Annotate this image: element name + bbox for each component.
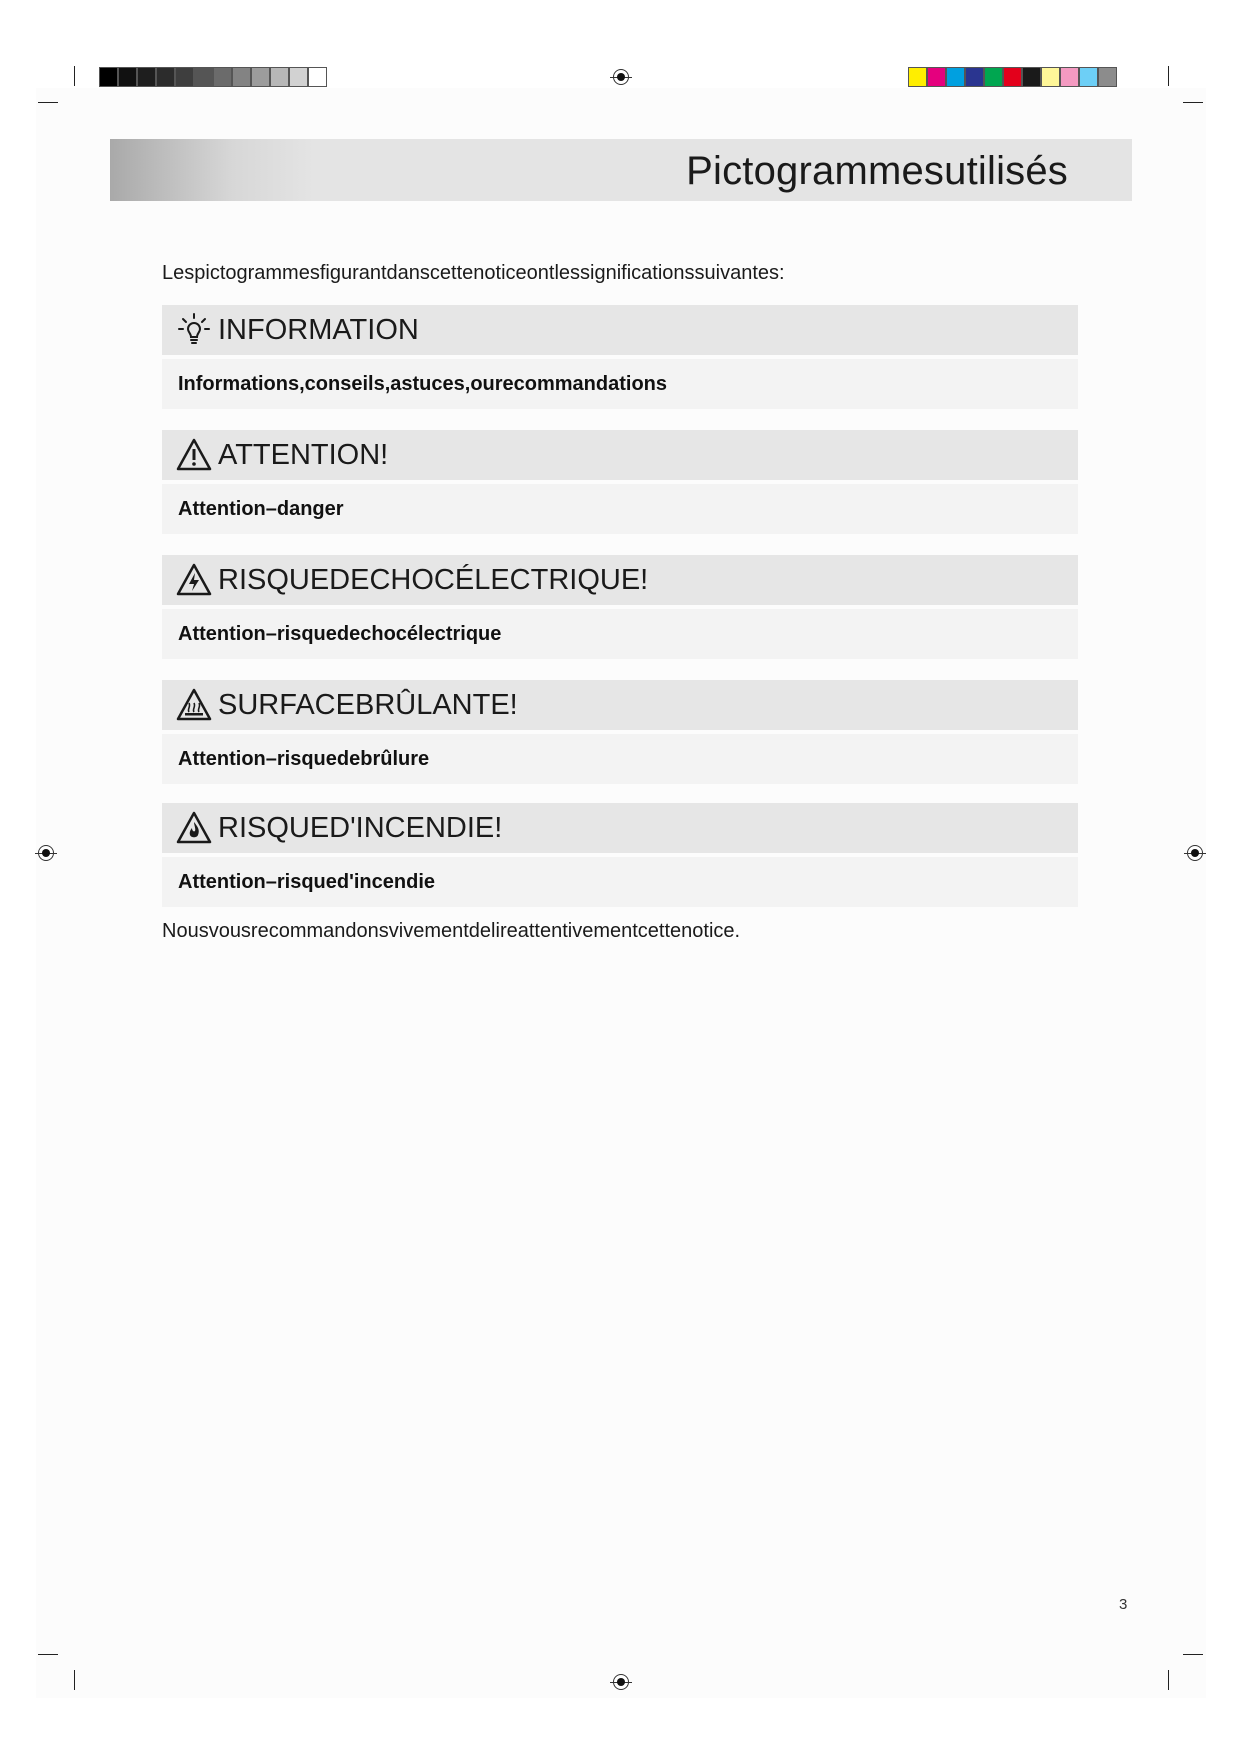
pictogram-attention — [162, 430, 1078, 534]
color-swatch — [965, 67, 984, 87]
registration-mark-top — [613, 69, 629, 85]
warning-triangle-icon — [176, 437, 212, 473]
pictogram-description — [162, 359, 1078, 409]
pictogram-text: Attention–risqued'incendie — [178, 870, 436, 893]
grey-swatch — [118, 67, 137, 87]
pictogram-description — [162, 484, 1078, 534]
registration-mark-left — [38, 845, 54, 861]
registration-mark-right — [1187, 845, 1203, 861]
grey-swatch — [156, 67, 175, 87]
grey-swatch — [194, 67, 213, 87]
pictogram-heading: RISQUED'INCENDIE! — [218, 811, 503, 844]
grey-swatch — [251, 67, 270, 87]
grey-swatch — [289, 67, 308, 87]
crop-mark — [38, 1654, 58, 1655]
crop-mark — [1183, 102, 1203, 103]
pictogram-text: Attention–risquedebrûlure — [178, 747, 430, 770]
outro-text: Nousvousrecommandonsvivementdelireattentivementcettenotice. — [162, 920, 741, 942]
pictogram-text: Attention–danger — [178, 497, 344, 520]
color-calibration-strip — [908, 67, 1117, 87]
intro-text: Lespictogrammesfigurantdanscettenoticeontlessignificationssuivantes: — [162, 262, 785, 284]
pictogram-text: Attention–risquedechocélectrique — [178, 622, 502, 645]
crop-mark — [74, 1670, 75, 1690]
pictogram-header — [162, 305, 1078, 355]
grey-swatch — [175, 67, 194, 87]
pictogram-hot-surface — [162, 680, 1078, 784]
color-swatch — [1079, 67, 1098, 87]
pictogram-header — [162, 803, 1078, 853]
grey-swatch — [213, 67, 232, 87]
grey-swatch — [308, 67, 327, 87]
crop-mark — [74, 66, 75, 86]
grey-swatch — [99, 67, 118, 87]
pictogram-fire-hazard — [162, 803, 1078, 907]
lightbulb-icon — [176, 312, 212, 348]
color-swatch — [984, 67, 1003, 87]
crop-mark — [1183, 1654, 1203, 1655]
color-swatch — [1060, 67, 1079, 87]
registration-mark-bottom — [613, 1674, 629, 1690]
crop-mark — [1168, 66, 1169, 86]
pictogram-heading: SURFACEBRÛLANTE! — [218, 688, 518, 721]
pictogram-header — [162, 430, 1078, 480]
pictogram-header — [162, 680, 1078, 730]
pictogram-description — [162, 857, 1078, 907]
crop-mark — [1168, 1670, 1169, 1690]
color-swatch — [946, 67, 965, 87]
fire-hazard-icon — [176, 810, 212, 846]
pictogram-heading: RISQUEDECHOCÉLECTRIQUE! — [218, 563, 649, 596]
color-swatch — [927, 67, 946, 87]
page-title: Pictogrammesutilisés — [686, 149, 1068, 193]
title-band — [110, 139, 1132, 201]
pictogram-electric-shock — [162, 555, 1078, 659]
color-swatch — [1003, 67, 1022, 87]
page-number: 3 — [1119, 1596, 1128, 1613]
color-swatch — [908, 67, 927, 87]
pictogram-header — [162, 555, 1078, 605]
crop-mark — [38, 102, 58, 103]
color-swatch — [1041, 67, 1060, 87]
grey-swatch — [270, 67, 289, 87]
pictogram-information — [162, 305, 1078, 409]
color-swatch — [1022, 67, 1041, 87]
pictogram-description — [162, 734, 1078, 784]
pictogram-heading: INFORMATION — [218, 313, 419, 346]
hot-surface-icon — [176, 687, 212, 723]
grey-calibration-strip — [99, 67, 327, 87]
pictogram-heading: ATTENTION! — [218, 438, 389, 471]
color-swatch — [1098, 67, 1117, 87]
grey-swatch — [137, 67, 156, 87]
electric-shock-icon — [176, 562, 212, 598]
pictogram-description — [162, 609, 1078, 659]
pictogram-text: Informations,conseils,astuces,ourecommandations — [178, 372, 668, 395]
grey-swatch — [232, 67, 251, 87]
